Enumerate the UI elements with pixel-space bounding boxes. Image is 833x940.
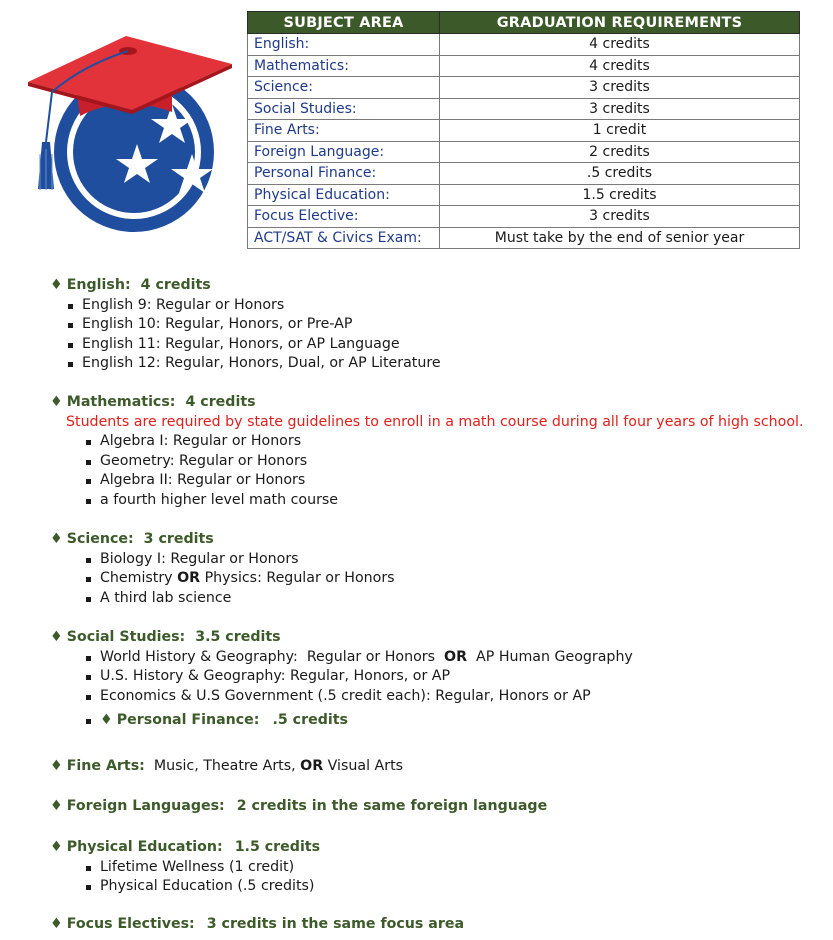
list-item: English 9: Regular or Honors	[65, 296, 441, 316]
table-row	[248, 34, 800, 56]
english-title: English:	[66, 277, 131, 293]
diamond-bullet-icon: ♦	[50, 277, 63, 293]
row-requirement: 1.5 credits	[440, 184, 800, 206]
fine-arts-visual-text: Visual Arts	[323, 758, 404, 774]
world-history-text: World History & Geography: Regular or Honors	[100, 648, 445, 665]
header-graduation-requirements: GRADUATION REQUIREMENTS	[440, 12, 800, 34]
social-studies-section	[50, 628, 633, 731]
social-studies-title: Social Studies:	[66, 629, 186, 645]
table-row	[248, 184, 800, 206]
diamond-bullet-icon: ♦	[50, 916, 63, 932]
row-subject: Fine Arts:	[248, 120, 440, 142]
row-requirement: 2 credits	[440, 141, 800, 163]
section-heading	[50, 530, 395, 550]
or-text: OR	[300, 758, 324, 774]
table-row	[248, 55, 800, 77]
row-requirement: 3 credits	[440, 98, 800, 120]
row-requirement: .5 credits	[440, 163, 800, 185]
fine-arts-text: Music, Theatre Arts,	[144, 758, 301, 774]
graduation-requirements-table	[247, 11, 800, 249]
english-amount: 4 credits	[140, 277, 211, 293]
physical-education-amount: 1.5 credits	[234, 839, 321, 855]
physical-education-section	[50, 838, 320, 897]
table-row	[248, 141, 800, 163]
math-amount: 4 credits	[185, 394, 256, 410]
table-row	[248, 77, 800, 99]
tn-graduation-logo	[22, 34, 240, 234]
row-requirement: 3 credits	[440, 206, 800, 228]
chemistry-text: Chemistry	[100, 570, 178, 586]
list-item: English 11: Regular, Honors, or AP Language	[65, 335, 441, 355]
diamond-bullet-icon: ♦	[50, 629, 63, 645]
row-subject: Physical Education:	[248, 184, 440, 206]
diamond-bullet-icon: ♦	[50, 758, 63, 774]
row-subject: English:	[248, 34, 440, 56]
science-title: Science:	[66, 531, 134, 547]
fine-arts-title: Fine Arts:	[66, 758, 145, 774]
diamond-bullet-icon: ♦	[50, 798, 63, 814]
row-requirement: Must take by the end of senior year	[440, 227, 800, 249]
science-amount: 3 credits	[143, 531, 214, 547]
section-heading	[50, 797, 547, 817]
list-item: A third lab science	[83, 589, 395, 609]
table-row	[248, 227, 800, 249]
physics-text: Physics: Regular or Honors	[200, 570, 395, 586]
diamond-bullet-icon: ♦	[50, 394, 63, 410]
physical-education-course-list	[83, 858, 320, 897]
list-item: English 10: Regular, Honors, or Pre-AP	[65, 315, 441, 335]
table-row	[248, 163, 800, 185]
diamond-bullet-icon: ♦	[50, 531, 63, 547]
table-row	[248, 98, 800, 120]
ap-human-geo-text: AP Human Geography	[467, 648, 633, 665]
list-item: Biology I: Regular or Honors	[83, 550, 395, 570]
personal-finance-item	[83, 711, 633, 731]
row-subject: Foreign Language:	[248, 141, 440, 163]
list-item: a fourth higher level math course	[83, 491, 803, 511]
row-requirement: 4 credits	[440, 34, 800, 56]
personal-finance-title: Personal Finance:	[116, 712, 260, 728]
row-requirement: 4 credits	[440, 55, 800, 77]
list-item: English 12: Regular, Honors, Dual, or AP Literature	[65, 354, 441, 374]
section-heading	[50, 915, 464, 935]
focus-electives-title: Focus Electives:	[66, 916, 195, 932]
foreign-languages-amount: 2 credits in the same foreign language	[236, 798, 548, 814]
list-item: Physical Education (.5 credits)	[83, 877, 320, 897]
math-section	[50, 393, 803, 510]
list-item: Algebra I: Regular or Honors	[83, 432, 803, 452]
row-subject: Personal Finance:	[248, 163, 440, 185]
foreign-languages-section	[50, 797, 547, 817]
english-course-list	[65, 296, 441, 374]
list-item: Algebra II: Regular or Honors	[83, 471, 803, 491]
list-item: Economics & U.S Government (.5 credit each): Regular, Honors or AP	[83, 687, 633, 707]
diamond-bullet-icon: ♦	[50, 839, 63, 855]
list-item: Lifetime Wellness (1 credit)	[83, 858, 320, 878]
diamond-bullet-icon: ♦	[100, 712, 113, 728]
math-title: Mathematics:	[66, 394, 176, 410]
math-course-list	[83, 432, 803, 510]
physical-education-title: Physical Education:	[66, 839, 223, 855]
foreign-languages-title: Foreign Languages:	[66, 798, 225, 814]
row-subject: Mathematics:	[248, 55, 440, 77]
fine-arts-section	[50, 757, 403, 777]
focus-electives-section	[50, 915, 464, 935]
section-heading	[50, 757, 403, 777]
row-requirement: 1 credit	[440, 120, 800, 142]
table-row	[248, 206, 800, 228]
row-subject: ACT/SAT & Civics Exam:	[248, 227, 440, 249]
or-text: OR	[177, 570, 201, 586]
list-item: U.S. History & Geography: Regular, Honors, or AP	[83, 667, 633, 687]
list-item	[83, 569, 395, 589]
focus-electives-amount: 3 credits in the same focus area	[206, 916, 465, 932]
social-studies-course-list	[83, 648, 633, 731]
row-subject: Social Studies:	[248, 98, 440, 120]
or-text: OR	[444, 648, 468, 665]
science-course-list	[83, 550, 395, 609]
science-section	[50, 530, 395, 608]
math-requirement-note: Students are required by state guidelines to enroll in a math course during all four years of high school.	[66, 413, 804, 430]
table-row	[248, 120, 800, 142]
row-requirement: 3 credits	[440, 77, 800, 99]
personal-finance-amount: .5 credits	[272, 712, 348, 728]
row-subject: Science:	[248, 77, 440, 99]
table-header-row	[248, 12, 800, 34]
section-heading	[50, 276, 441, 296]
row-subject: Focus Elective:	[248, 206, 440, 228]
section-heading	[50, 838, 320, 858]
social-studies-amount: 3.5 credits	[195, 629, 281, 645]
english-section	[50, 276, 441, 374]
section-heading	[50, 393, 803, 413]
section-heading	[50, 628, 633, 648]
list-item: Geometry: Regular or Honors	[83, 452, 803, 472]
header-subject-area: SUBJECT AREA	[248, 12, 440, 34]
list-item	[83, 648, 633, 668]
